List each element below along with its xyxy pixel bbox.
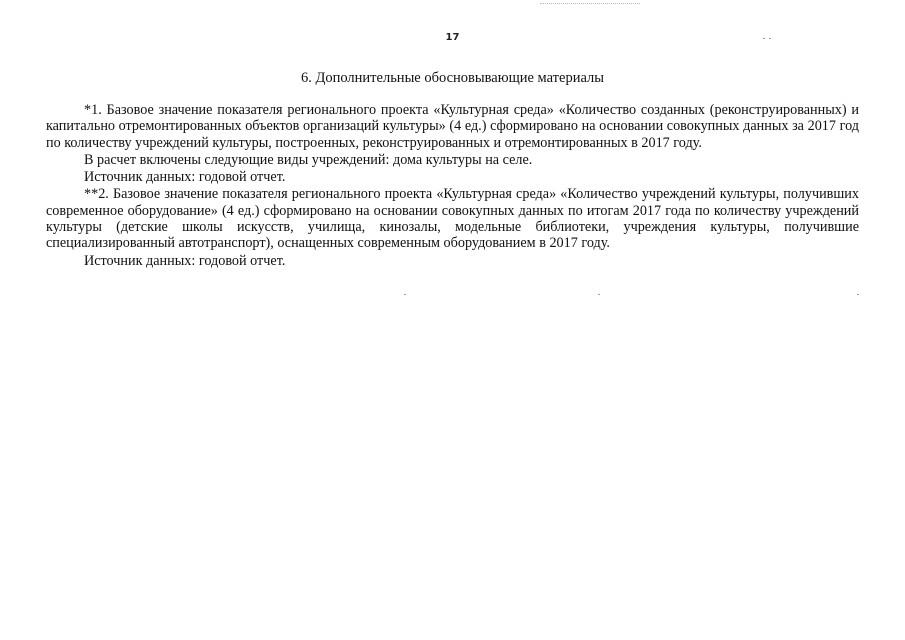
scan-artifact bbox=[540, 0, 640, 4]
scan-speck bbox=[404, 294, 406, 295]
scan-speck bbox=[857, 294, 859, 295]
scan-speck bbox=[763, 38, 765, 39]
scan-speck bbox=[769, 38, 771, 39]
paragraph-base-value-1: *1. Базовое значение показателя регионального проекта «Культурная среда» «Количество созданных (реконструированных) и капитально отремонтированных объектов организаций культуры» (4 ед.) сформировано на основании совокупных данных за 2017 год по количеству учреждений культуры, построенных, реконструированных и отремонтированных в 2017 году. bbox=[46, 102, 859, 151]
paragraph-data-source-2: Источник данных: годовой отчет. bbox=[84, 252, 286, 269]
page-number: 17 bbox=[445, 32, 460, 43]
paragraph-base-value-2: **2. Базовое значение показателя регионального проекта «Культурная среда» «Количество учреждений культуры, получивших современное оборудование» (4 ед.) сформировано на основании совокупных данных по итогам 2017 года по количеству учреждений культуры (детские школы искусств, училища, кинозалы, модельные библиотеки, учреждения культуры, получившие специализированный автотранспорт), оснащенных современным оборудованием в 2017 году. bbox=[46, 186, 859, 252]
paragraph-data-source-1: Источник данных: годовой отчет. bbox=[84, 169, 286, 186]
scan-speck bbox=[598, 294, 600, 295]
paragraph-included-institutions: В расчет включены следующие виды учреждений: дома культуры на селе. bbox=[84, 151, 533, 168]
document-body bbox=[46, 102, 859, 269]
section-heading: 6. Дополнительные обосновывающие материалы bbox=[300, 70, 605, 86]
